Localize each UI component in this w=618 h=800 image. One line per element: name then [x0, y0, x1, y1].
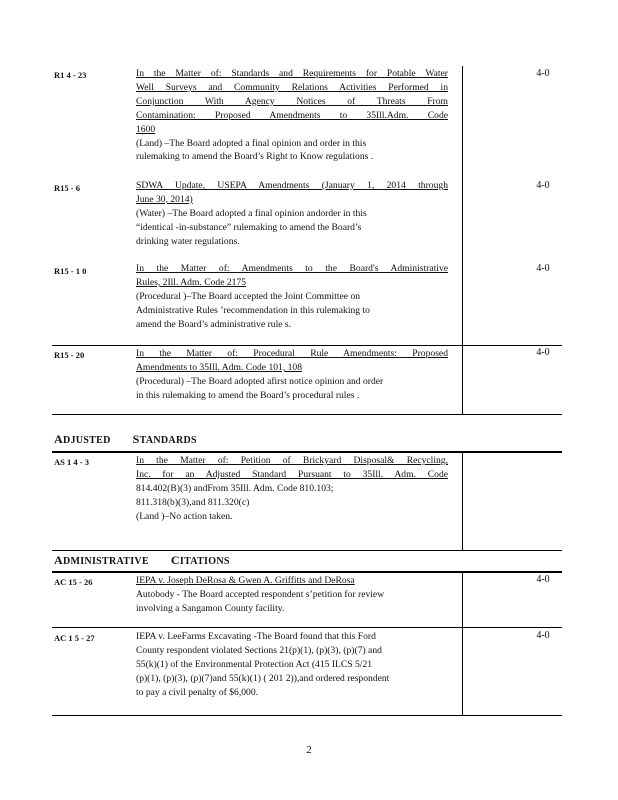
entry-body-line: County respondent violated Sections 21(p)(1), (p)(3), (p)(7) and [136, 644, 382, 656]
entry-title-line: SDWA Update, USEPA Amendments (January 1, 2014 through [136, 180, 448, 191]
entry-title-line: 1600 [136, 123, 156, 135]
docket-number: AC 15 - 26 [54, 577, 93, 587]
entry-title-line: In the Matter of: Amendments to the Board's Administrative [136, 263, 448, 274]
entry-body-line: (Procedural )–The Board accepted the Joint Committee on [136, 290, 361, 302]
entry-body-line: (Procedural) –The Board adopted afirst notice opinion and order [136, 375, 384, 387]
vote-count: 4-0 [536, 347, 550, 358]
entry-body-line: (Land) –The Board adopted a final opinion and order in this [136, 137, 367, 149]
entry-body-line: 55(k)(1) of the Environmental Protection Act (415 ILCS 5/21 [136, 658, 373, 670]
entry-title-line: Inc. for an Adjusted Standard Pursuant to 35Ill. Adm. Code [136, 468, 448, 480]
row-divider [52, 627, 562, 628]
entry-title-line: June 30, 2014) [136, 193, 193, 205]
entry-body-line: involving a Sangamon County facility. [136, 602, 285, 614]
entry-description [136, 262, 448, 332]
entry-body-line: amend the Board’s administrative rule s. [136, 318, 292, 330]
entry-title-line: Contamination: Proposed Amendments to 35Ill.Adm. Code [136, 109, 448, 121]
entry-body-line: Autobody - The Board accepted respondent s’petition for review [136, 588, 385, 600]
vote-count: 4-0 [536, 574, 550, 585]
entry-title-line: Well Surveys and Community Relations Activities Performed in [136, 81, 448, 93]
entry-body-line: in this rulemaking to amend the Board’s procedural rules . [136, 389, 360, 401]
entry-description [136, 179, 448, 249]
docket-number: AC 1 5 - 27 [54, 633, 95, 643]
entry-title-line: Conjunction With Agency Notices of Threats From [136, 95, 448, 107]
entry-body-line: (p)(1), (p)(3), (p)(7)and 55(k)(1) ( 201 2)),and ordered respondent [136, 672, 390, 684]
table-bottom-rule [52, 414, 562, 415]
entry-description [136, 347, 448, 403]
docket-number: R1 4 - 23 [54, 70, 87, 80]
entry-body-line: Administrative Rules ’recommendation in this rulemaking to [136, 304, 370, 316]
entry-body-line: (Land )–No action taken. [136, 510, 233, 522]
entry-description [136, 454, 448, 524]
entry-body-line: 814.402(B)(3) andFrom 35Ill. Adm. Code 810.103; [136, 482, 334, 494]
docket-number: R15 - 20 [54, 350, 85, 360]
vote-count: 4-0 [536, 263, 550, 274]
section-rule [52, 571, 562, 573]
section-rule [52, 451, 562, 453]
entry-title-line: In the Matter of: Standards and Requirements for Potable Water [136, 68, 448, 79]
vote-count: 4-0 [536, 630, 550, 641]
column-divider [462, 452, 463, 550]
entry-body-line: (Water) –The Board adopted a final opinion andorder in this [136, 207, 367, 219]
entry-description [136, 67, 448, 164]
entry-body-line: to pay a civil penalty of $6,000. [136, 686, 259, 698]
vote-count: 4-0 [536, 68, 550, 79]
entry-title-line: Rules, 2Ill. Adm. Code 2175 [136, 276, 247, 288]
entry-title-line: IEPA v. LeeFarms Excavating -The Board found that this Ford [136, 631, 376, 642]
vote-count: 4-0 [536, 180, 550, 191]
entry-title-line: IEPA v. Joseph DeRosa & Gwen A. Griffitts and DeRosa [136, 575, 355, 586]
docket-number: R15 - 6 [54, 183, 80, 193]
table-bottom-rule [52, 715, 562, 716]
section-heading-adjusted-standards: ADJUSTED STANDARDS [54, 432, 197, 446]
entry-description [136, 630, 448, 700]
entry-body-line: 811.318(b)(3),and 811.320(c) [136, 496, 250, 508]
entry-title-line: In the Matter of: Petition of Brickyard Disposal& Recycling, [136, 455, 448, 466]
page-number: 2 [306, 744, 312, 756]
entry-body-line: rulemaking to amend the Board’s Right to Know regulations . [136, 151, 374, 163]
section-heading-administrative-citations: ADMINISTRATIVE CITATIONS [54, 553, 230, 567]
entry-body-line: “identical -in-substance” rulemaking to amend the Board’s [136, 221, 362, 233]
entry-body-line: drinking water regulations. [136, 235, 240, 247]
section-bottom-rule [52, 550, 562, 551]
entry-title-line: In the Matter of: Procedural Rule Amendments: Proposed [136, 348, 448, 359]
row-divider [52, 345, 562, 346]
docket-number: R15 - 1 0 [54, 266, 87, 276]
entry-title-line: Amendments to 35Ill. Adm. Code 101, 108 [136, 361, 303, 373]
entry-description [136, 574, 448, 616]
column-divider [462, 66, 463, 414]
column-divider [462, 572, 463, 715]
docket-number: AS 1 4 - 3 [54, 457, 89, 467]
